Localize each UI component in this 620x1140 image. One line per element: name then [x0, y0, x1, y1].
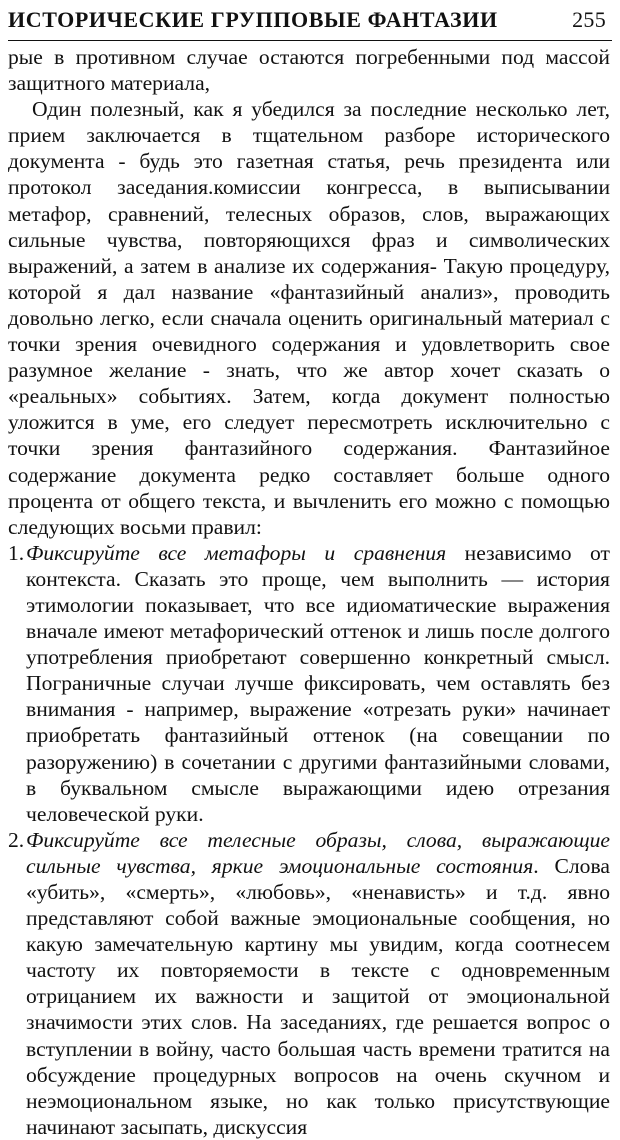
rule-text: [26, 827, 610, 1140]
rule-number: 1.: [8, 540, 25, 565]
rule-text: [26, 540, 610, 827]
paragraph-continuation: рые в противном случае остаются погребенными под массой защитного материала,: [8, 45, 610, 96]
rule-item-2: [8, 827, 610, 1140]
chapter-title: ИСТОРИЧЕСКИЕ ГРУППОВЫЕ ФАНТАЗИИ: [8, 7, 498, 32]
running-header: [8, 0, 612, 41]
rule-lead: Фиксируйте все телесные образы, слова, выражающие сильные чувства, яркие эмоциональные состояния: [26, 827, 610, 878]
rule-number: 2.: [8, 827, 25, 852]
rule-body: независимо от контекста. Сказать это проще, чем выполнить — история этимологии показывает, что все идиоматические выражения вначале имеют метафорический оттенок и лишь после долгого употребления приобретают совершенно конкретный смысл. Пограничные случаи лучше фиксировать, чем оставлять без внимания - например, выражение «отрезать руки» начинает приобретать фантазийный оттенок (на совещании по разоружению) в сочетании с другими фантазийными словами, в буквальном смысле выражающими идею отрезания человеческой руки.: [26, 540, 610, 826]
rule-item-1: [8, 540, 610, 827]
page-body: [8, 44, 610, 1140]
rule-lead: Фиксируйте все метафоры и сравнения: [26, 540, 447, 565]
rule-body: . Слова «убить», «смерть», «любовь», «ненависть» и т.д. явно представляют собой важные эмоциональные сообщения, но какую замечательную картину мы увидим, когда соотнесем частоту их повторяемости в тексте с одновременным отрицанием их важности и защитой от эмоциональной значимости этих слов. На заседаниях, где решается вопрос о вступлении в войну, часто большая часть времени тратится на обсуждение процедурных вопросов на очень скучном и неэмоциональном языке, но как только присутствующие начинают засыпать, дискуссия: [26, 853, 610, 1139]
paragraph-fantasy-analysis: Один полезный, как я убедился за последние несколько лет, прием заключается в тщательном разборе исторического документа - будь это газетная статья, речь президента или протокол заседания.комиссии конгресса, в выписывании метафор, сравнений, телесных образов, слов, выражающих сильные чувства, повторяющихся фраз и символических выражений, а затем в анализе их содержания- Такую процедуру, которой я дал название «фантазийный анализ», проводить довольно легко, если сначала оценить оригинальный материал с точки зрения очевидного содержания и удовлетворить свое разумное желание - знать, что же автор хочет сказать о «реальных» событиях. Затем, когда документ полностью уложится в уме, его следует пересмотреть исключительно с точки зрения фантазийного содержания. Фантазийное содержание документа редко составляет больше одного процента от общего текста, и вычленить его можно с помощью следующих восьми правил:: [8, 97, 610, 539]
page-number: 255: [572, 7, 606, 32]
